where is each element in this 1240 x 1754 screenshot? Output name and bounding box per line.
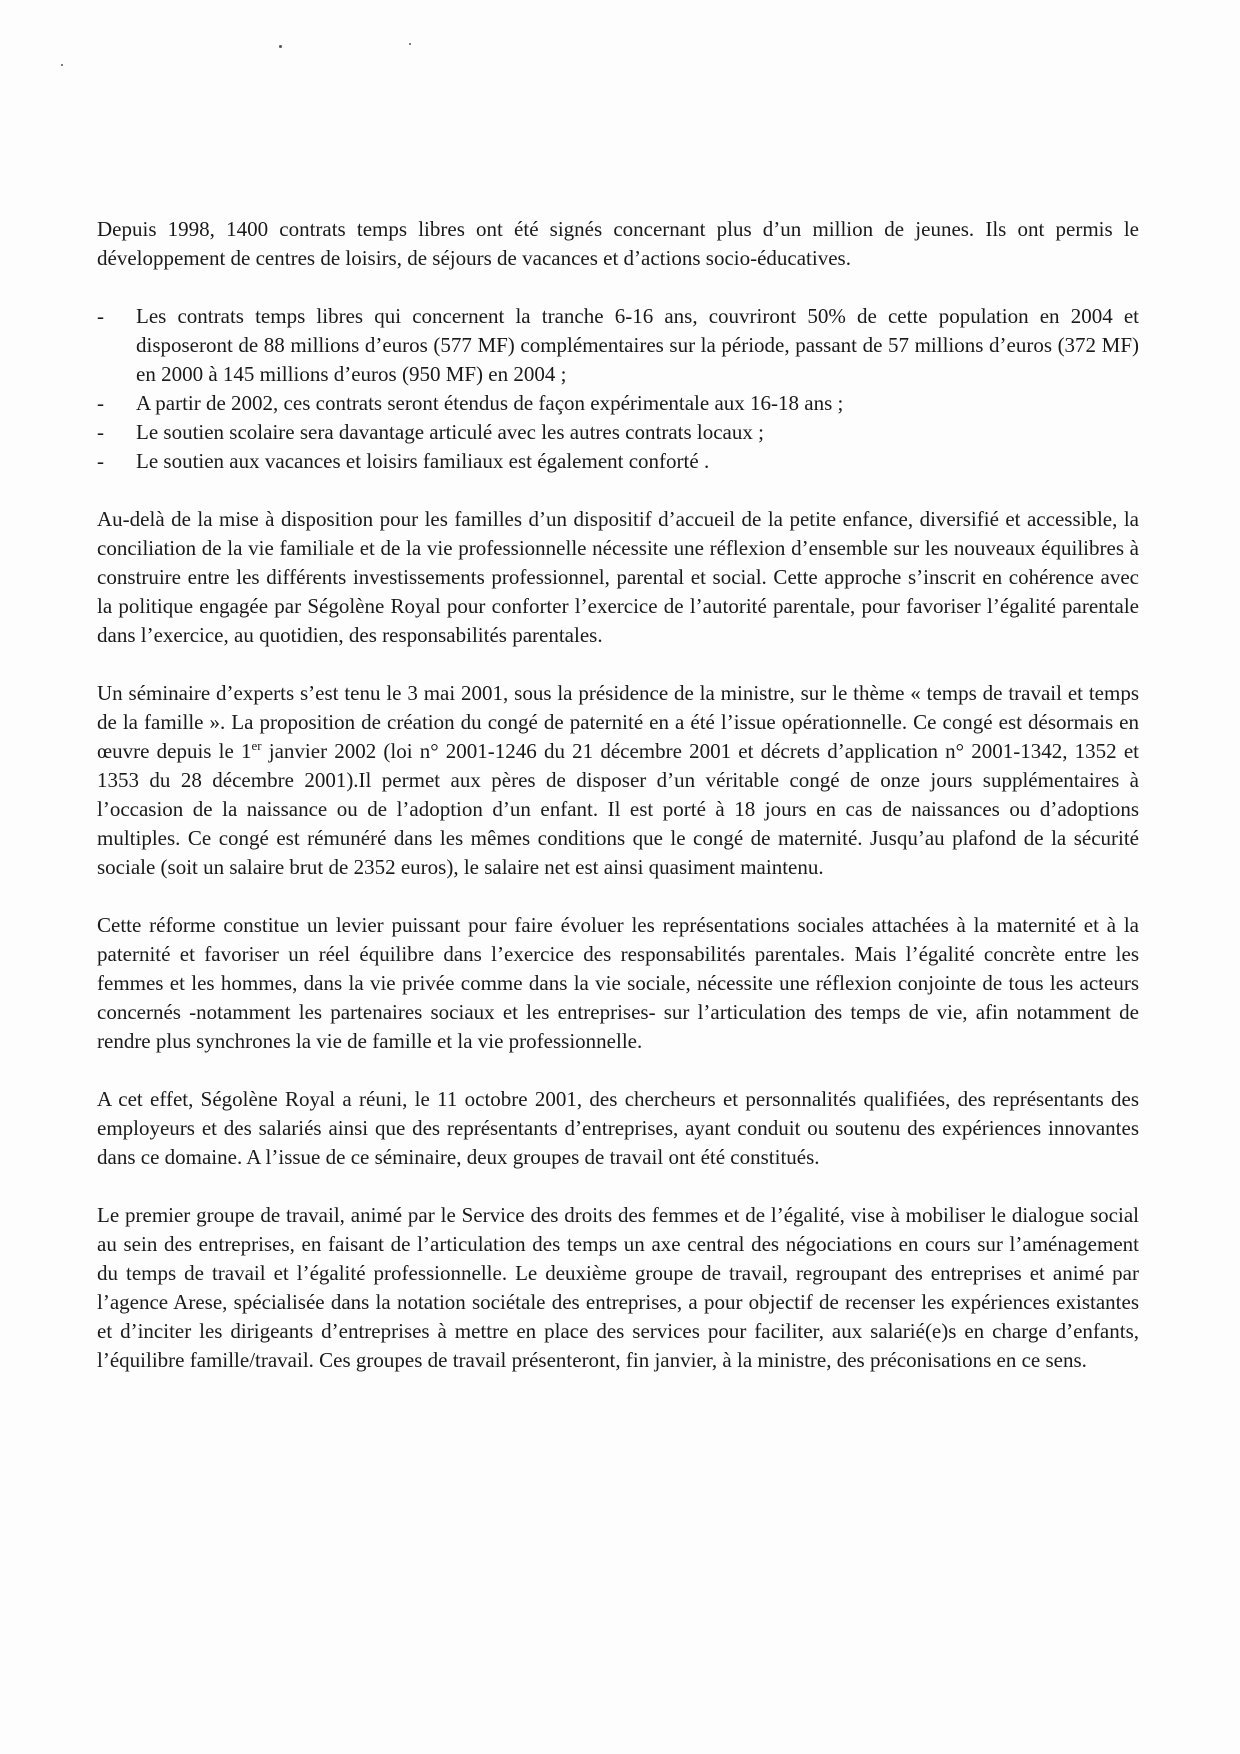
scan-speck [279,45,282,48]
document-body [97,215,1139,1404]
superscript-er: er [251,738,262,753]
list-item [97,302,1139,389]
list-item-text: A partir de 2002, ces contrats seront étendus de façon expérimentale aux 16-18 ans ; [136,391,844,415]
paragraph-groupes-travail: Le premier groupe de travail, animé par le Service des droits des femmes et de l’égalité, vise à mobiliser le dialogue social au sein des entreprises, en faisant de l’articulation des temps un axe central des négociations en cours sur l’aménagement du temps de travail et l’égalité professionnelle. Le deuxième groupe de travail, regroupant des entreprises et animé par l’agence Arese, spécialisée dans la notation sociétale des entreprises, a pour objectif de recenser les expériences existantes et d’inciter les dirigeants d’entreprises à mettre en place des services pour faciliter, aux salarié(e)s en charge d’enfants, l’équilibre famille/travail. Ces groupes de travail présenteront, fin janvier, à la ministre, des préconisations en ce sens. [97,1203,1139,1372]
list-item [97,418,1139,447]
list-item-text: Le soutien aux vacances et loisirs familiaux est également conforté . [136,449,710,473]
scan-speck [61,64,63,66]
paragraph-conge-paternite [97,679,1139,882]
paragraph-seminaire: A cet effet, Ségolène Royal a réuni, le 11 octobre 2001, des chercheurs et personnalités qualifiées, des représentants des employeurs et des salariés ainsi que des représentants d’entreprises, ayant conduit ou soutenu des expériences innovantes dans ce domaine. A l’issue de ce séminaire, deux groupes de travail ont été constitués. [97,1087,1139,1169]
list-item [97,389,1139,418]
bullet-dash: - [97,391,104,415]
bullet-dash: - [97,304,104,328]
paragraph-text-part: Un séminaire d’experts s’est tenu le 3 mai 2001, sous la présidence de la ministre, sur le thème « temps de travail et temps de la famille ». La proposition de création du congé de paternité en a été l’issue opérationnelle. Ce congé est désormais en œuvre depuis le 1 [97,681,1139,763]
list-item-text: Le soutien scolaire sera davantage articulé avec les autres contrats locaux ; [136,420,764,444]
paragraph-text-part: janvier 2002 (loi n° 2001-1246 du 21 décembre 2001 et décrets d’application n° 2001-1342, 1352 et 1353 du 28 décembre 2001).Il permet aux pères de disposer d’un véritable congé de onze jours supplémentaires à l’occasion de la naissance ou de l’adoption d’un enfant. Il est porté à 18 jours en cas de naissances ou d’adoptions multiples. Ce congé est rémunéré dans les mêmes conditions que le congé de maternité. Jusqu’au plafond de la sécurité sociale (soit un salaire brut de 2352 euros), le salaire net est ainsi quasiment maintenu. [97,739,1139,879]
list-item-text: Les contrats temps libres qui concernent la tranche 6-16 ans, couvriront 50% de cette population en 2004 et disposeront de 88 millions d’euros (577 MF) complémentaires sur la période, passant de 57 millions d’euros (372 MF) en 2000 à 145 millions d’euros (950 MF) en 2004 ; [136,304,1139,386]
list-item [97,447,1139,476]
paragraph-contrats-temps-libres: Depuis 1998, 1400 contrats temps libres ont été signés concernant plus d’un million de jeunes. Ils ont permis le développement de centres de loisirs, de séjours de vacances et d’actions socio-éducatives. [97,217,1139,270]
paragraph-reforme: Cette réforme constitue un levier puissant pour faire évoluer les représentations sociales attachées à la maternité et à la paternité et favoriser un réel équilibre dans l’exercice des responsabilités parentales. Mais l’égalité concrète entre les femmes et les hommes, dans la vie privée comme dans la vie sociale, nécessite une réflexion conjointe de tous les acteurs concernés -notamment les partenaires sociaux et les entreprises- sur l’articulation des temps de vie, afin notamment de rendre plus synchrones la vie de famille et la vie professionnelle. [97,913,1139,1053]
paragraph-conciliation: Au-delà de la mise à disposition pour les familles d’un dispositif d’accueil de la petite enfance, diversifié et accessible, la conciliation de la vie familiale et de la vie professionnelle nécessite une réflexion d’ensemble sur les nouveaux équilibres à construire entre les différents investissements professionnel, parental et social. Cette approche s’inscrit en cohérence avec la politique engagée par Ségolène Royal pour conforter l’exercice de l’autorité parentale, pour favoriser l’égalité parentale dans l’exercice, au quotidien, des responsabilités parentales. [97,507,1139,647]
bullet-list [97,302,1139,476]
bullet-dash: - [97,449,104,473]
scan-speck [409,43,411,45]
bullet-dash: - [97,420,104,444]
